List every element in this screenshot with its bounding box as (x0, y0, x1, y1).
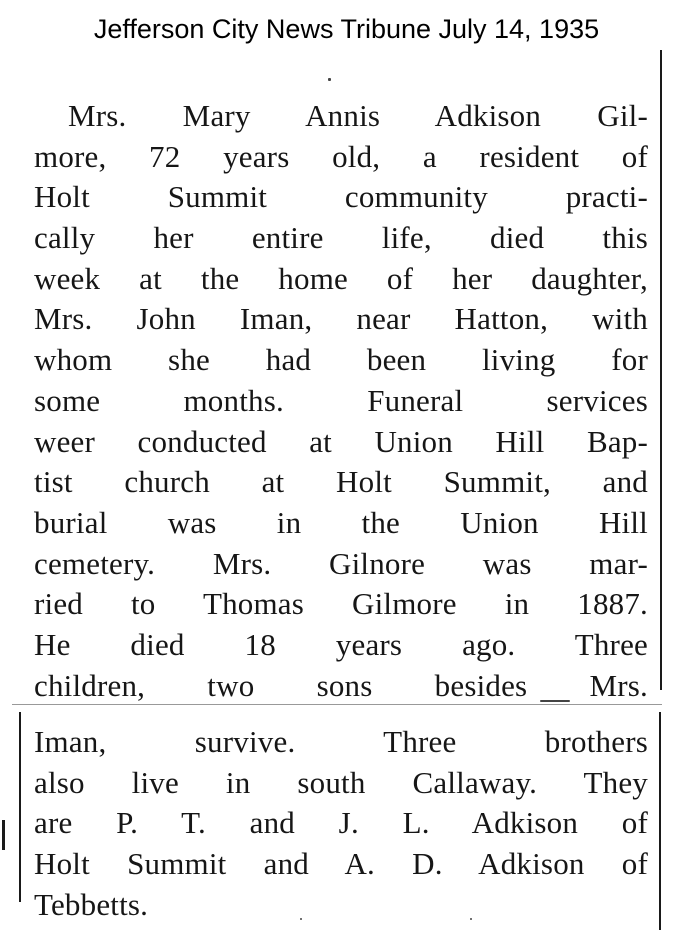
obituary-line: ried to Thomas Gilmore in 1887. (34, 586, 648, 622)
obituary-line: some months. Funeral services (34, 382, 648, 418)
obituary-line: Mrs. John Iman, near Hatton, with (34, 301, 648, 337)
obituary-line: also live in south Callaway. They (34, 764, 648, 800)
obituary-text-top (34, 96, 648, 706)
clipping-caption: Jefferson City News Tribune July 14, 1935 (93, 14, 600, 44)
obituary-line: cally her entire life, died this (34, 220, 648, 256)
obituary-line: whom she had been living for (34, 342, 648, 378)
obituary-line: weer conducted at Union Hill Bap- (34, 423, 648, 459)
obituary-line: He died 18 years ago. Three (34, 626, 648, 662)
obituary-line: tist church at Holt Summit, and (34, 464, 648, 500)
obituary-line: Holt Summit community practi- (34, 179, 648, 215)
print-speck (328, 78, 331, 81)
obituary-line: week at the home of her daughter, (34, 260, 648, 296)
obituary-line: Mrs. Mary Annis Adkison Gil- (68, 98, 648, 133)
obituary-line: Iman, survive. Three brothers (34, 724, 648, 759)
obituary-line: burial was in the Union Hill (34, 504, 648, 540)
obituary-line: children, two sons besides Mrs. (34, 667, 648, 703)
clipping-border-right-top (660, 50, 662, 690)
obituary-text-bottom (34, 722, 648, 925)
clipping-border-right-bottom (659, 712, 661, 930)
obituary-line: Holt Summit and A. D. Adkison of (34, 846, 648, 882)
obituary-line: Tebbetts. (34, 886, 149, 922)
obituary-line: are P. T. and J. L. Adkison of (34, 805, 648, 841)
clipping-edge-mark (2, 820, 5, 850)
obituary-line: cemetery. Mrs. Gilnore was mar- (34, 545, 648, 581)
clipping-border-left-bottom (19, 712, 21, 902)
obituary-line: more, 72 years old, a resident of (34, 138, 648, 174)
